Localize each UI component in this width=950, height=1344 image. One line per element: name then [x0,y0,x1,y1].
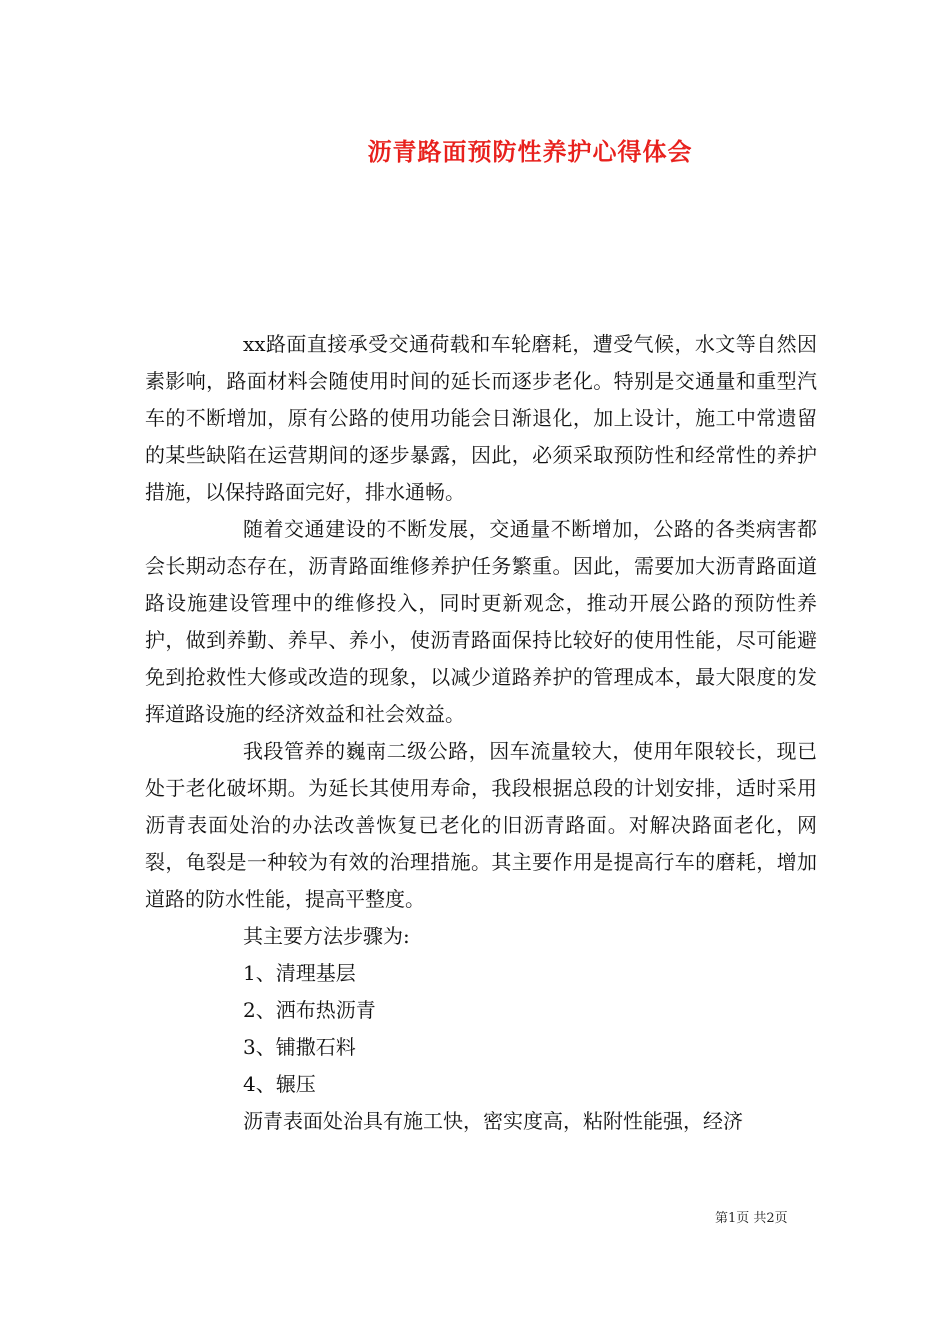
step-item: 3、铺撒石料 [243,1035,356,1059]
document-body [145,326,817,1140]
page-number: 第1页 共2页 [715,1211,788,1226]
paragraph: xx路面直接承受交通荷载和车轮磨耗，遭受气候，水文等自然因素影响，路面材料会随使用时间的延长而逐步老化。特别是交通量和重型汽车的不断增加，原有公路的使用功能会日渐退化，加上设计，施工中常遗留的某些缺陷在运营期间的逐步暴露，因此，必须采取预防性和经常性的养护措施，以保持路面完好，排水通畅。 [145,332,817,504]
steps-heading: 其主要方法步骤为: [243,924,410,948]
paragraph: 沥青表面处治具有施工快，密实度高，粘附性能强，经济 [243,1109,743,1133]
document-title: 沥青路面预防性养护心得体会 [367,137,693,166]
step-item: 2、洒布热沥青 [243,998,376,1022]
step-item: 1、清理基层 [243,961,356,985]
step-item: 4、辗压 [243,1072,316,1096]
paragraph: 随着交通建设的不断发展，交通量不断增加，公路的各类病害都会长期动态存在，沥青路面维修养护任务繁重。因此，需要加大沥青路面道路设施建设管理中的维修投入，同时更新观念，推动开展公路的预防性养护，做到养勤、养早、养小，使沥青路面保持比较好的使用性能，尽可能避免到抢救性大修或改造的现象，以减少道路养护的管理成本，最大限度的发挥道路设施的经济效益和社会效益。 [145,517,817,726]
paragraph: 我段管养的巍南二级公路，因车流量较大，使用年限较长，现已处于老化破坏期。为延长其使用寿命，我段根据总段的计划安排，适时采用沥青表面处治的办法改善恢复已老化的旧沥青路面。对解决路面老化，网裂，龟裂是一种较为有效的治理措施。其主要作用是提高行车的磨耗，增加道路的防水性能，提高平整度。 [145,739,817,911]
